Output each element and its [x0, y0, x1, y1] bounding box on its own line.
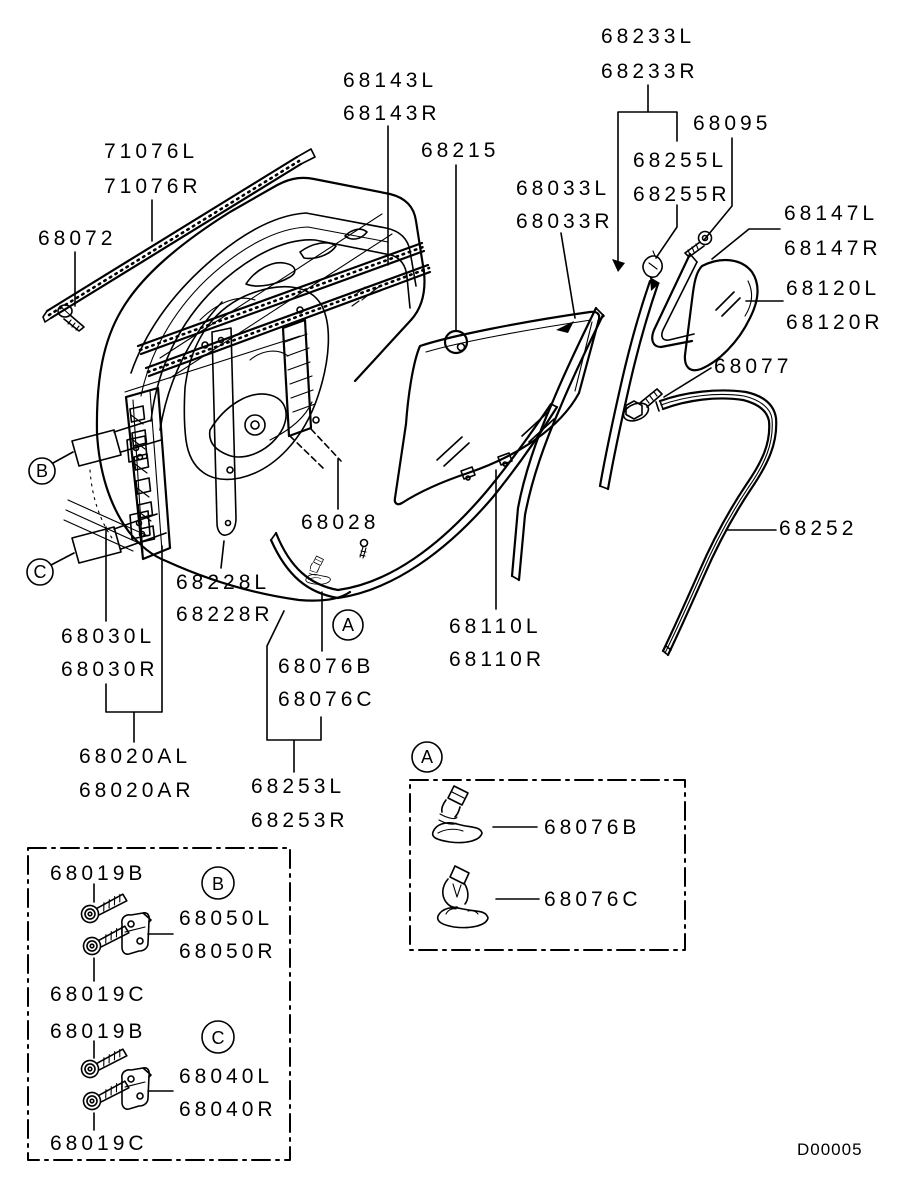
part-label-68076B-inset: 68076B	[544, 816, 641, 839]
part-label-68033L: 68033L	[516, 177, 611, 200]
part-label-71076R: 71076R	[104, 175, 202, 198]
part-label-68110L: 68110L	[449, 615, 542, 638]
clip-68255-art	[643, 251, 662, 277]
part-label-68215: 68215	[421, 139, 500, 162]
part-label-68143L: 68143L	[343, 69, 438, 92]
drawing-code: D00005	[797, 1140, 863, 1159]
weatherstrip-68252-art	[656, 390, 776, 655]
part-label-68120R: 68120R	[786, 311, 884, 334]
part-label-68076B-main: 68076B	[278, 655, 375, 678]
part-label-68050L: 68050L	[179, 907, 274, 930]
callout-a-main: A	[341, 615, 355, 635]
part-label-68020AR: 68020AR	[79, 779, 195, 802]
part-label-68040L: 68040L	[179, 1065, 274, 1088]
part-label-68255R: 68255R	[633, 183, 731, 206]
part-label-68019C-lower: 68019C	[50, 1132, 148, 1155]
part-label-68228R: 68228R	[176, 603, 274, 626]
part-label-71076L: 71076L	[104, 140, 199, 163]
callout-b-left: B	[35, 461, 49, 481]
part-label-68077: 68077	[714, 355, 793, 378]
part-label-68033R: 68033R	[516, 210, 614, 233]
part-label-68020AL: 68020AL	[79, 745, 192, 768]
part-label-68120L: 68120L	[786, 277, 881, 300]
callout-c-box: C	[211, 1028, 225, 1048]
part-label-68233L: 68233L	[601, 25, 696, 48]
part-label-68040R: 68040R	[179, 1098, 277, 1121]
part-label-68143R: 68143R	[343, 102, 441, 125]
part-label-68019B-lower: 68019B	[50, 1020, 147, 1043]
grommet-68215-art	[458, 344, 465, 351]
screw-68072-art	[58, 305, 84, 331]
part-label-68228L: 68228L	[176, 571, 271, 594]
part-label-68253R: 68253R	[251, 809, 349, 832]
part-label-68076C-main: 68076C	[278, 688, 376, 711]
callout-c-left: C	[33, 562, 47, 582]
part-label-68019C-upper: 68019C	[50, 983, 148, 1006]
part-label-68072: 68072	[38, 227, 117, 250]
part-label-68233R: 68233R	[601, 60, 699, 83]
part-label-68030L: 68030L	[61, 625, 156, 648]
division-channel-art	[600, 277, 660, 489]
part-label-68028: 68028	[301, 511, 380, 534]
part-label-68050R: 68050R	[179, 940, 277, 963]
part-label-68019B-upper: 68019B	[50, 862, 147, 885]
part-label-68076C-inset: 68076C	[544, 888, 642, 911]
part-label-68030R: 68030R	[61, 658, 159, 681]
part-label-68110R: 68110R	[449, 648, 546, 671]
part-label-68147R: 68147R	[784, 237, 882, 260]
part-label-68252: 68252	[779, 517, 858, 540]
part-label-68253L: 68253L	[251, 775, 346, 798]
callout-b-box: B	[211, 874, 225, 894]
part-label-68255L: 68255L	[633, 149, 728, 172]
part-label-68095: 68095	[693, 112, 772, 135]
clip-inset-art	[410, 780, 685, 950]
part-label-68147L: 68147L	[784, 202, 879, 225]
callout-a-inset: A	[420, 747, 434, 767]
door-assembly-art	[64, 175, 557, 601]
door-glass-68110-art	[395, 312, 599, 504]
